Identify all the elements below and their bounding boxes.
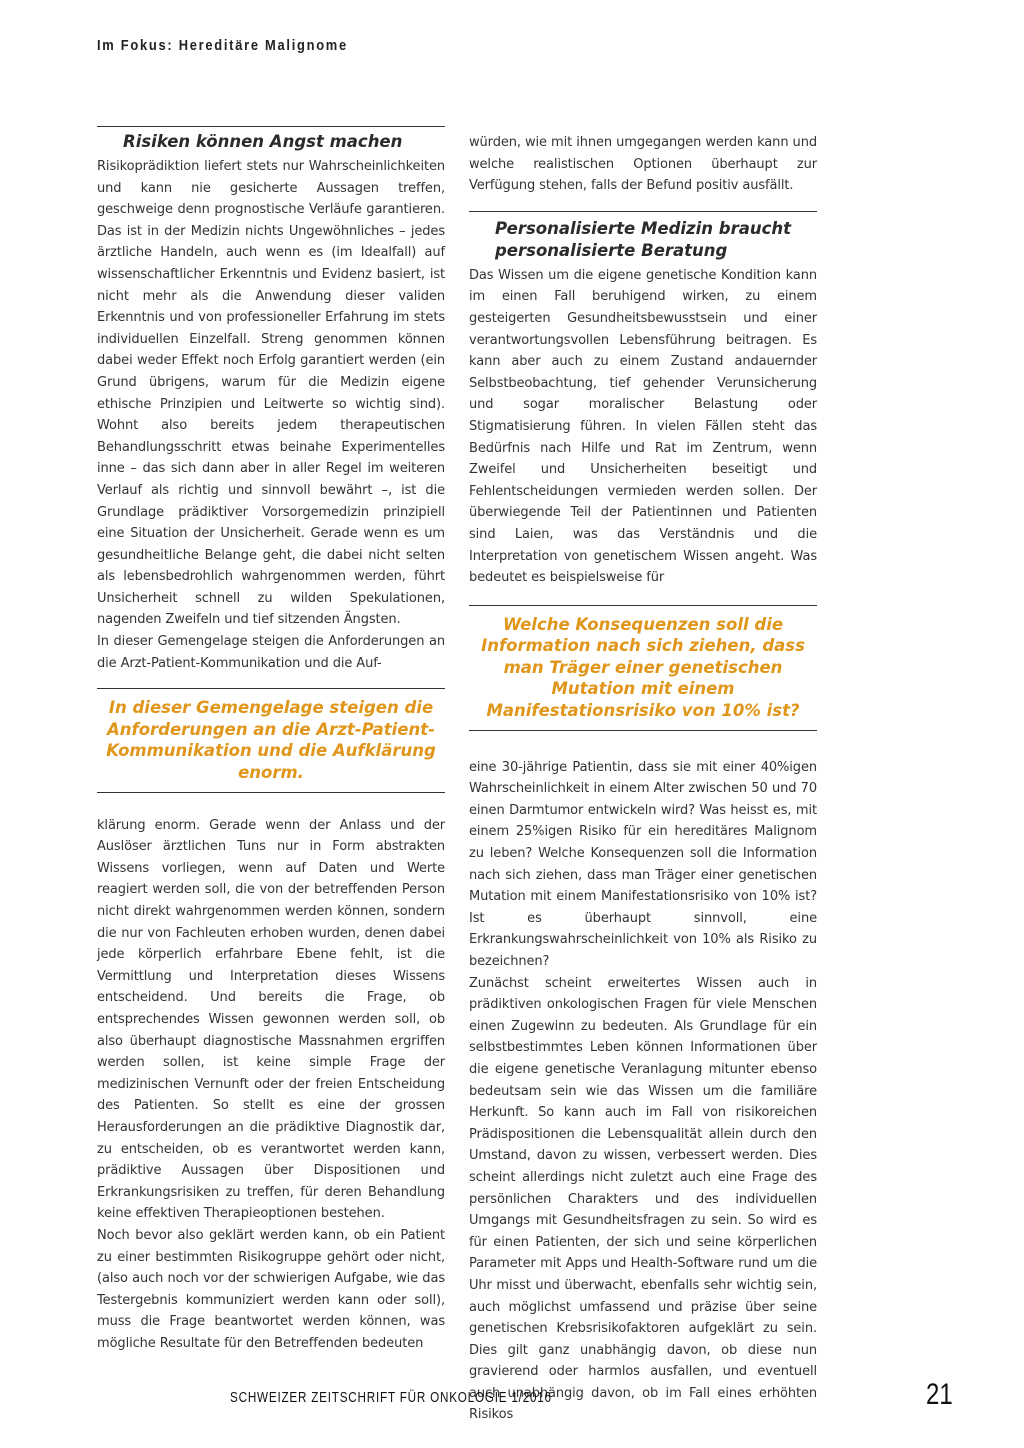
body-paragraph: Risikoprädiktion liefert stets nur Wahrscheinlichkeiten und kann nie gesicherte Aussagen treffen, geschweige denn prognostische Verläufe garantieren. Das ist in der Medizin nichts Ungewöhnliches – jedes ärztliche Handeln, auch wenn es (im Idealfall) auf wissenschaftlicher Erkenntnis und Evidenz basiert, ist nicht mehr als die Anwendung dieser validen Erkenntnis und von professioneller Erfahrung im stets individuellen Einzelfall. Streng genommen können dabei weder Effekt noch Erfolg garantiert werden (ein Grund übrigens, warum für die Medizin eigene ethische Prinzipien und Leitwerte so wichtig sind). Wohnt also bereits jedem therapeutischen Behandlungsschritt etwas beinahe Experimentelles inne – das sich dann aber in aller Regel im weiteren Verlauf als richtig und sinnvoll bewährt –, ist die Grundlage prädiktiver Vorsorgemedizin prinzipiell eine Situation der Unsicherheit. Gerade wenn es um gesundheitliche Belange geht, die dabei nicht selten als lebensbedrohlich wahrgenommen werden, führt Unsicherheit schnell zu wilden Spekulationen, nagenden Zweifeln und tief sitzenden Ängsten. xyxy=(97,159,445,628)
pull-quote: In dieser Gemengelage steigen die Anforderungen an die Arzt-Patient-Kommunikation und die Aufklärung enorm. xyxy=(97,688,445,792)
body-paragraph: In dieser Gemengelage steigen die Anforderungen an die Arzt-Patient-Kommunikation und die Auf- xyxy=(97,634,445,671)
running-header: Im Fokus: Hereditäre Malignome xyxy=(97,37,348,54)
left-column xyxy=(97,126,445,1354)
body-paragraph: Noch bevor also geklärt werden kann, ob ein Patient zu einer bestimmten Risikogruppe gehört oder nicht, (also auch noch vor der schwierigen Aufgabe, wie das Testergebnis kommuniziert werden kann oder soll), muss die Frage beantwortet werden können, was mögliche Resultate für den Betreffenden bedeuten xyxy=(97,1227,445,1351)
right-column xyxy=(469,132,817,1426)
body-paragraph: Das Wissen um die eigene genetische Kondition kann im einen Fall beruhigend wirken, zu einem gesteigerten Gesundheitsbewusstsein und einer verantwortungsvollen Lebensführung beitragen. Es kann aber auch zu einem Zustand andauernder Selbstbeobachtung, tief gehender Verunsicherung und sogar moralischer Belastung oder Stigmatisierung führen. In vielen Fällen steht das Bedürfnis nach Hilfe und Rat im Zentrum, wenn Zweifel und Unsicherheiten beseitigt und Fehlentscheidungen vermieden werden sollen. Der überwiegende Teil der Patientinnen und Patienten sind Laien, was das Verständnis und die Interpretation von genetischem Wissen angeht. Was bedeutet es beispielsweise für xyxy=(469,267,817,586)
body-paragraph: eine 30-jährige Patientin, dass sie mit einer 40%igen Wahrscheinlichkeit in einem Alter zwischen 50 und 70 einen Darmtumor entwickeln wird? Was heisst es, mit einem 25%igen Risiko für ein hereditäres Malignom zu leben? Welche Konsequenzen soll die Information nach sich ziehen, dass man Träger einer genetischen Mutation mit einem Manifestationsrisiko von 10% ist? Ist es überhaupt sinnvoll, eine Erkrankungswahrscheinlichkeit von 10% als Risiko zu bezeichnen? xyxy=(469,759,817,969)
journal-footer: SCHWEIZER ZEITSCHRIFT FÜR ONKOLOGIE 1/2016 xyxy=(230,1389,552,1406)
section-heading: Risiken können Angst machen xyxy=(123,132,403,151)
body-paragraph: Zunächst scheint erweitertes Wissen auch in prädiktiven onkologischen Fragen für viele Menschen einen Zugewinn zu bedeuten. Als Grundlage für ein selbstbestimmtes Leben können Informationen über die eigene genetische Veranlagung mitunter ebenso bedeutsam sein wie das Wissen um die familiäre Herkunft. So kann auch im Fall von risikoreichen Prädispositionen die Lebensqualität allein durch den Umstand, davon zu wissen, verbessert werden. Dies scheint allerdings nicht zuletzt auch eine Frage des persönlichen Charakters und des individuellen Umgangs mit Gesundheitsfragen zu sein. So wird es für einen Patienten, der sich und seine körperlichen Parameter mit Apps und Health-Software rund um die Uhr misst und überwacht, ebenfalls sehr wichtig sein, auch möglichst umfassend und präzise über seine genetischen Krebsrisikofaktoren aufgeklärt zu sein. Dies gilt ganz unabhängig davon, ob diese nun gravierend oder harmlos ausfallen, und eventuell auch unabhängig davon, ob im Fall eines erhöhten Risikos xyxy=(469,975,817,1423)
body-paragraph: würden, wie mit ihnen umgegangen werden kann und welche realistischen Optionen überhaupt zur Verfügung stehen, falls der Befund positiv ausfällt. xyxy=(469,135,817,194)
page-number: 21 xyxy=(926,1378,953,1411)
section-rule xyxy=(469,211,817,212)
section-rule xyxy=(97,126,445,127)
body-paragraph: klärung enorm. Gerade wenn der Anlass und der Auslöser ärztlichen Tuns nur in Form abstrakten Wissens vorliegen, wenn auf Daten und Werte reagiert werden soll, die von der betreffenden Person nicht direkt wahrgenommen werden können, sondern die nur von Fachleuten erhoben wurden, denen dabei jede körperlich erfahrbare Ebene fehlt, ist die Vermittlung und Interpretation dieses Wissens entscheidend. Und bereits die Frage, ob entsprechendes Wissen gewonnen werden soll, ob also überhaupt diagnostische Massnahmen ergriffen werden sollen, ist keine simple Frage der medizinischen Vernunft oder der freien Entscheidung des Patienten. So stellt es eine der grossen Herausforderungen an die prädiktive Diagnostik dar, zu entscheiden, ob es verantwortet werden kann, prädiktive Aussagen über Dispositionen und Erkrankungsrisiken zu treffen, für deren Behandlung keine effektiven Therapieoptionen bestehen. xyxy=(97,817,445,1222)
pull-quote: Welche Konsequenzen soll die Information nach sich ziehen, dass man Träger einer genetischen Mutation mit einem Manifestationsrisiko von 10% ist? xyxy=(469,605,817,731)
section-heading: Personalisierte Medizin braucht personalisierte Beratung xyxy=(495,218,792,260)
